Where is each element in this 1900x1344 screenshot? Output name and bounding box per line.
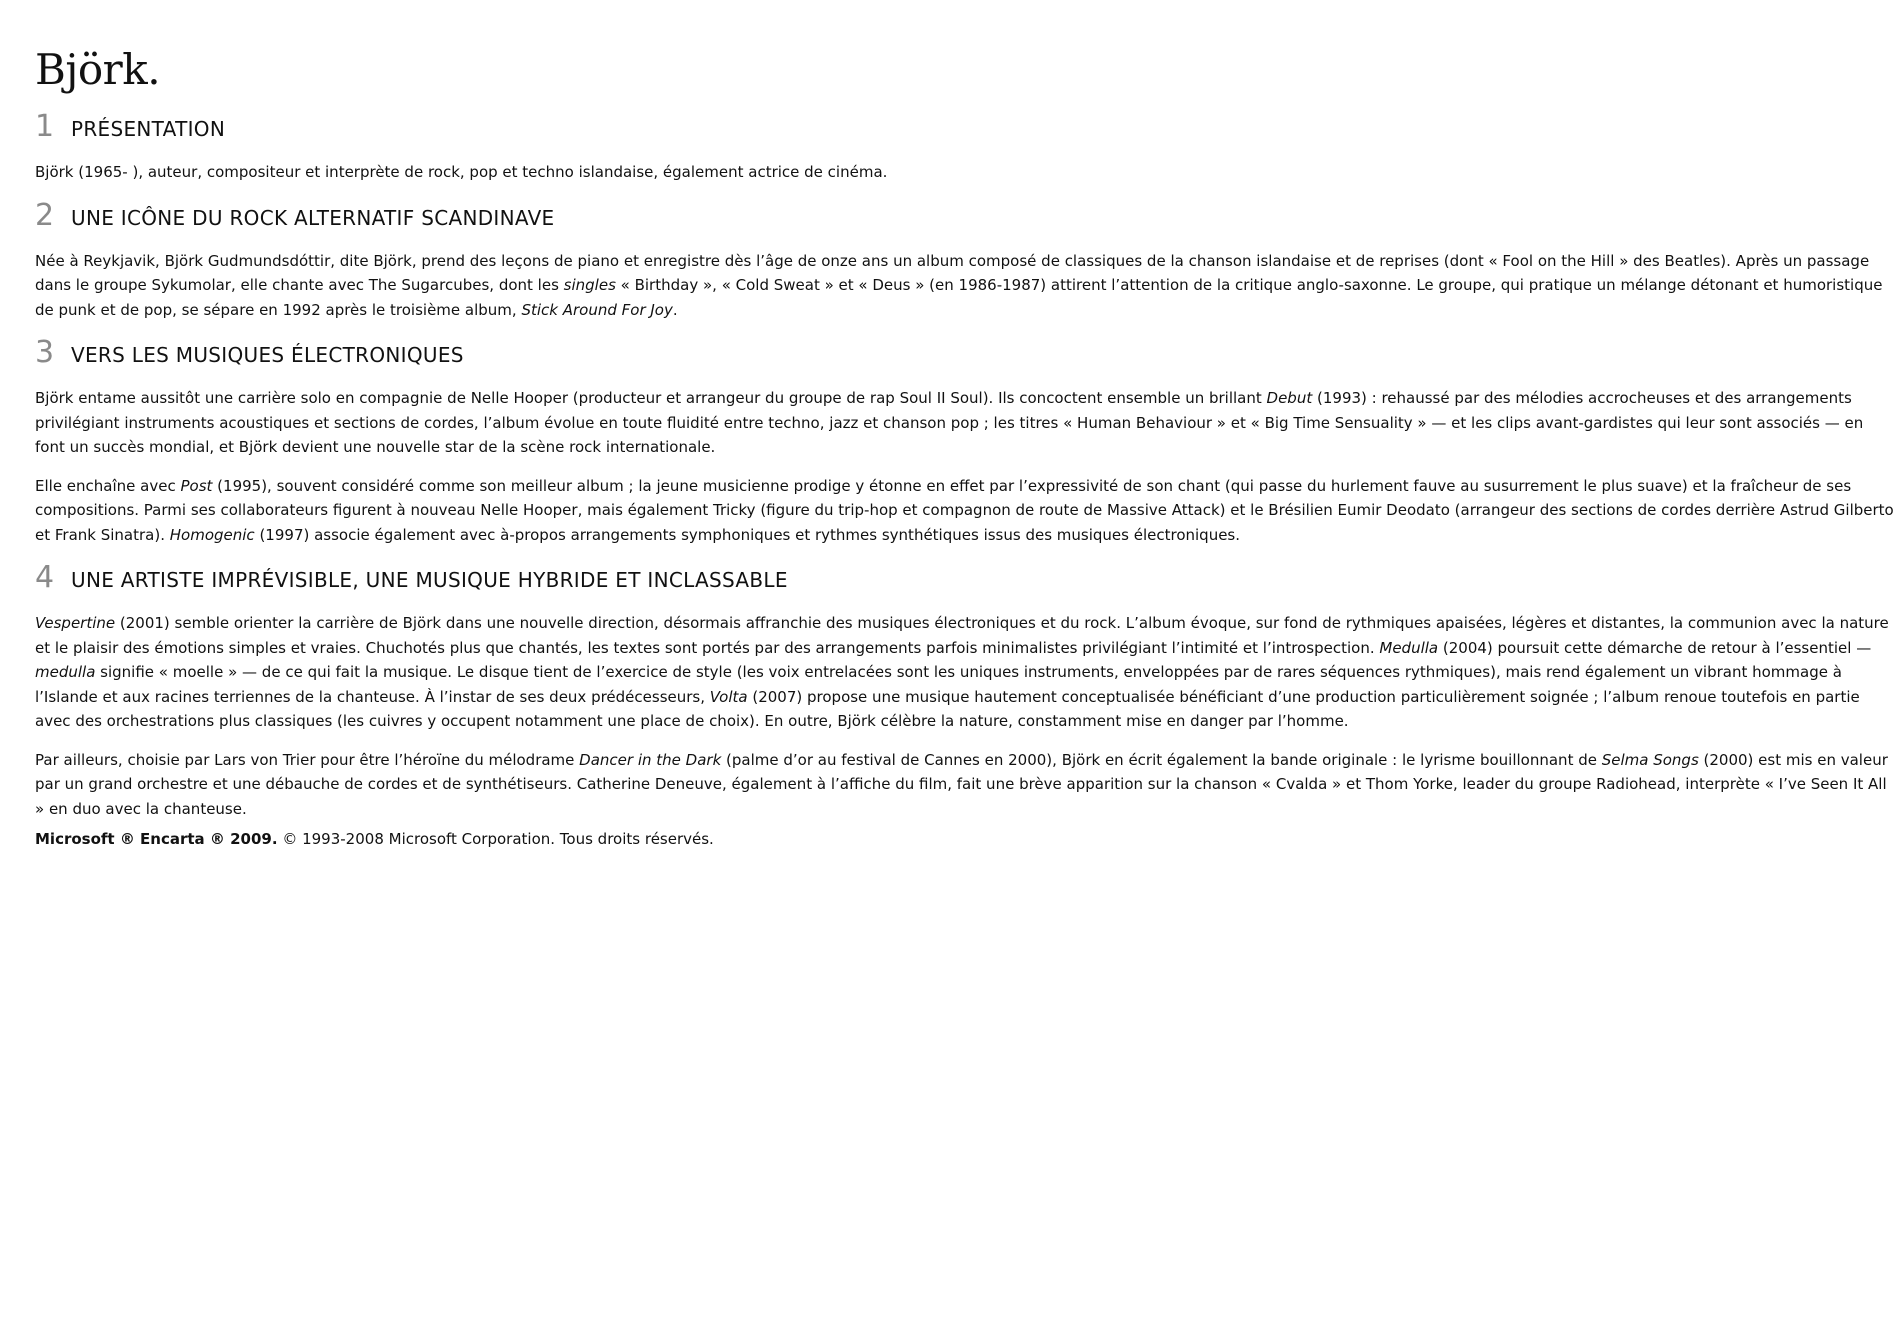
footer-brand: Microsoft ® Encarta ® 2009.: [35, 830, 278, 848]
text-run: (1995), souvent considéré comme son meilleur album ; la jeune musicienne prodige y étonne en effet par l’expressivité de son chant (qui passe du hurlement fauve au susurrement le plus suave) et la fraîcheur de ses compositions. Parmi ses collaborateurs figurent à nouveau Nelle Hooper, mais également Tricky (figure du trip-hop et compagnon de route de Massive Attack) et le Brésilien Eumir Deodato (arrangeur des sections de cordes derrière Astrud Gilberto et Frank Sinatra).: [35, 476, 1894, 544]
text-run: signifie « moelle » — de ce qui fait la musique. Le disque tient de l’exercice de style (les voix entrelacées sont les uniques instruments, enveloppées par de rares séquences rythmiques), mais rend également un vibrant hommage à l’Islande et aux racines terriennes de la chanteuse. À l’instar de ses deux prédécesseurs,: [35, 663, 1842, 706]
section-title: UNE ICÔNE DU ROCK ALTERNATIF SCANDINAVE: [71, 205, 555, 230]
paragraph: [35, 386, 1895, 460]
text-run: (1993) : rehaussé par des mélodies accrocheuses et des arrangements privilégiant instruments acoustiques et sections de cordes, l’album évolue en toute fluidité entre techno, jazz et chanson pop ; les titres « Human Behaviour » et « Big Time Sensuality » — et les clips avant-gardistes qui leur sont associés — en font un succès mondial, et Björk devient une nouvelle star de la scène rock internationale.: [35, 389, 1864, 456]
text-run: Björk entame aussitôt une carrière solo en compagnie de Nelle Hooper (producteur et arrangeur du groupe de rap Soul II Soul). Ils concoctent ensemble un brillant: [35, 389, 1267, 407]
italic-text: Homogenic: [169, 525, 255, 544]
section-number: 1: [35, 109, 55, 144]
italic-text: Stick Around For Joy: [521, 300, 673, 319]
italic-text: Vespertine: [35, 614, 116, 632]
text-run: (1997) associe également avec à-propos arrangements symphoniques et rythmes synthétiques issus des musiques électroniques.: [254, 525, 1241, 544]
text-run: (2004) poursuit cette démarche de retour à l’essentiel —: [1438, 638, 1872, 657]
text-run: (2000) est mis en valeur par un grand orchestre et une débauche de cordes et de synthétiseurs. Catherine Deneuve, également à l’affiche du film, fait une brève apparition sur la chanson « Cvalda » et Thom Yorke, leader du groupe Radiohead, interprète « I’ve Seen It All » en duo avec la chanteuse.: [35, 750, 1888, 818]
italic-text: Selma Songs: [1601, 750, 1699, 769]
text-run: (2007) propose une musique hautement conceptualisée bénéficiant d’une production particulièrement soignée ; l’album renoue toutefois en partie avec des orchestrations plus classiques (les cuivres y occupent notamment une place de choix). En outre, Björk célèbre la nature, constamment mise en danger par l’homme.: [35, 687, 1860, 730]
italic-text: Dancer in the Dark: [579, 750, 722, 769]
italic-text: singles: [563, 276, 616, 294]
section-heading-4: [35, 561, 1895, 597]
section-number: 4: [35, 560, 55, 595]
paragraph: [35, 611, 1895, 734]
text-run: Par ailleurs, choisie par Lars von Trier pour être l’héroïne du mélodrame: [35, 750, 580, 769]
paragraph: [35, 474, 1895, 548]
italic-text: Debut: [1266, 389, 1313, 407]
text-run: Björk (1965- ), auteur, compositeur et interprète de rock, pop et techno islandaise, également actrice de cinéma.: [35, 163, 888, 181]
section-heading-2: [35, 199, 1895, 235]
italic-text: Volta: [709, 687, 748, 706]
text-run: (2001) semble orienter la carrière de Björk dans une nouvelle direction, désormais affranchie des musiques électroniques et du rock. L’album évoque, sur fond de rythmiques apaisées, légères et distantes, la communion avec la nature et le plaisir des émotions simples et vraies. Chuchotés plus que chantés, les textes sont portés par des arrangements parfois minimalistes privilégiant l’intimité et l’introspection.: [35, 614, 1889, 657]
section-title: UNE ARTISTE IMPRÉVISIBLE, UNE MUSIQUE HYBRIDE ET INCLASSABLE: [71, 568, 788, 592]
text-run: (palme d’or au festival de Cannes en 2000), Björk en écrit également la bande originale : le lyrisme bouillonnant de: [721, 750, 1602, 769]
section-heading-3: [35, 336, 1895, 372]
section-title: PRÉSENTATION: [71, 117, 226, 141]
paragraph: [35, 249, 1895, 323]
paragraph: [35, 748, 1895, 822]
italic-text: medulla: [35, 663, 96, 681]
section-number: 3: [35, 335, 55, 370]
section-title: VERS LES MUSIQUES ÉLECTRONIQUES: [71, 343, 464, 367]
footer-credit: [35, 827, 1895, 852]
section-number: 2: [35, 197, 55, 233]
italic-text: Medulla: [1379, 638, 1439, 657]
italic-text: Post: [180, 476, 213, 495]
article: [35, 44, 1895, 852]
text-run: « Birthday », « Cold Sweat » et « Deus » (en 1986-1987) attirent l’attention de la critique anglo-saxonne. Le groupe, qui pratique un mélange détonant et humoristique de punk et de pop, se sépare en 1992 après le troisième album,: [35, 276, 1883, 319]
article-title: Björk.: [35, 45, 161, 94]
text-run: Elle enchaîne avec: [35, 476, 181, 495]
section-heading-1: [35, 110, 1895, 146]
footer-copyright: © 1993-2008 Microsoft Corporation. Tous droits réservés.: [277, 830, 714, 848]
paragraph: [35, 160, 1895, 185]
article-body: [35, 110, 1895, 821]
text-run: Née à Reykjavik, Björk Gudmundsdóttir, dite Björk, prend des leçons de piano et enregistre dès l’âge de onze ans un album composé de classiques de la chanson islandaise et de reprises (dont « Fool on the Hill » des Beatles). Après un passage dans le groupe Sykumolar, elle chante avec The Sugarcubes, dont les: [35, 251, 1870, 294]
text-run: .: [672, 300, 678, 319]
